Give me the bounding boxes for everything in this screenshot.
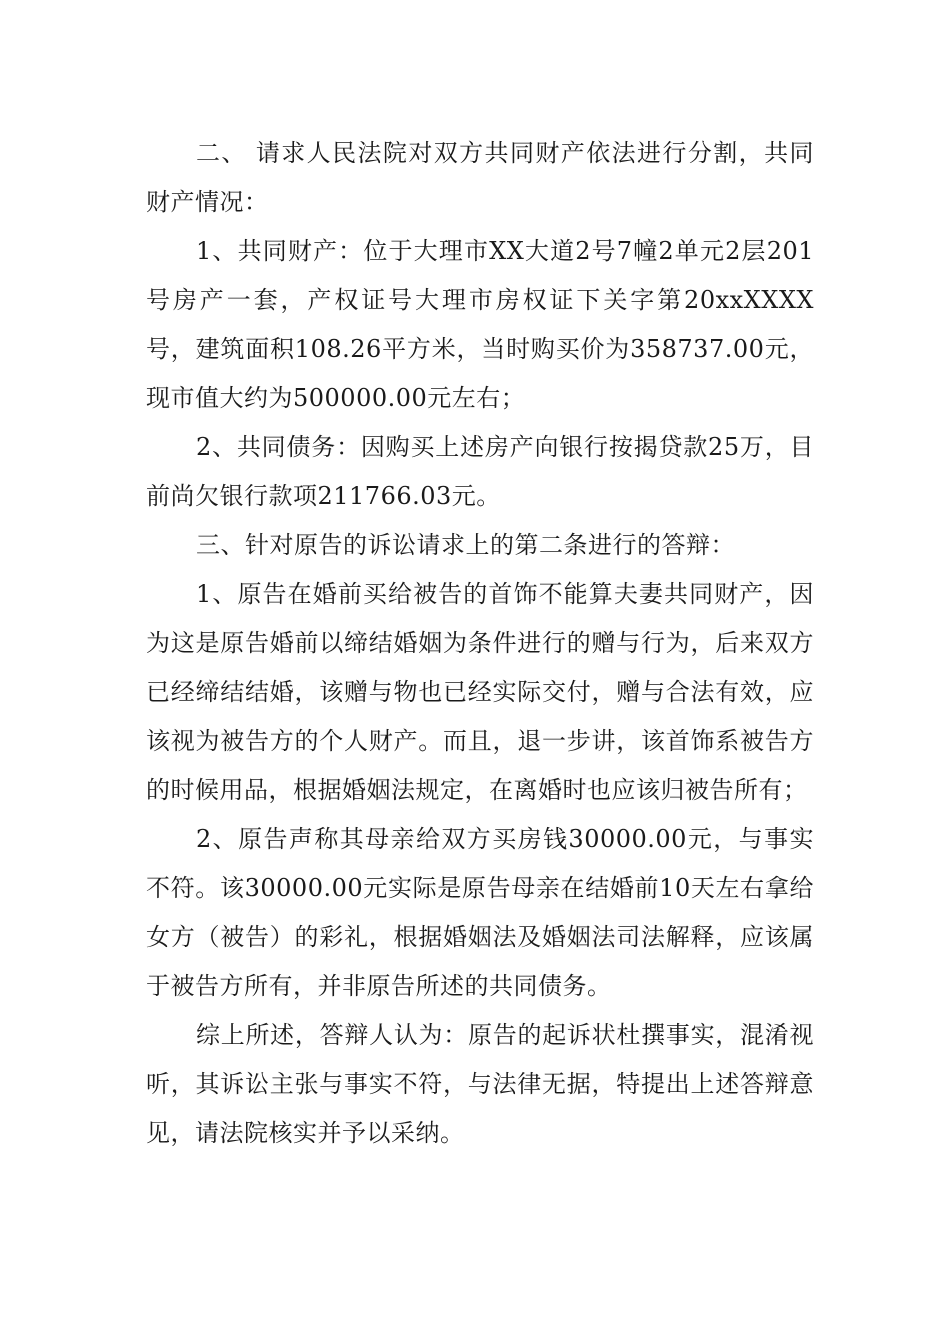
document-body	[146, 129, 814, 1158]
paragraph-defense-heading: 三、针对原告的诉讼请求上的第二条进行的答辩：	[196, 531, 735, 559]
paragraph-money-defense: 2、原告声称其母亲给双方买房钱30000.00元，与事实不符。该30000.00元实际是原告母亲在结婚前10天左右拿给女方（被告）的彩礼，根据婚姻法及婚姻法司法解释，应该属于被告方所有，并非原告所述的共同债务。	[146, 825, 814, 1000]
paragraph-property-division-request: 二、 请求人民法院对双方共同财产依法进行分割，共同财产情况：	[146, 139, 814, 216]
paragraph-joint-property: 1、共同财产：位于大理市XX大道2号7幢2单元2层201号房产一套，产权证号大理市房权证下关字第20xxXXXX号，建筑面积108.26平方米，当时购买价为358737.00元，现市值大约为500000.00元左右；	[146, 237, 814, 412]
paragraph-conclusion: 综上所述，答辩人认为：原告的起诉状杜撰事实，混淆视听，其诉讼主张与事实不符，与法律无据，特提出上述答辩意见，请法院核实并予以采纳。	[146, 1021, 814, 1147]
paragraph-joint-debt: 2、共同债务：因购买上述房产向银行按揭贷款25万，目前尚欠银行款项211766.03元。	[146, 433, 814, 510]
paragraph-jewelry-defense: 1、原告在婚前买给被告的首饰不能算夫妻共同财产，因为这是原告婚前以缔结婚姻为条件进行的赠与行为，后来双方已经缔结结婚，该赠与物也已经实际交付，赠与合法有效，应该视为被告方的个人财产。而且，退一步讲，该首饰系被告方的时候用品，根据婚姻法规定，在离婚时也应该归被告所有；	[146, 580, 814, 804]
